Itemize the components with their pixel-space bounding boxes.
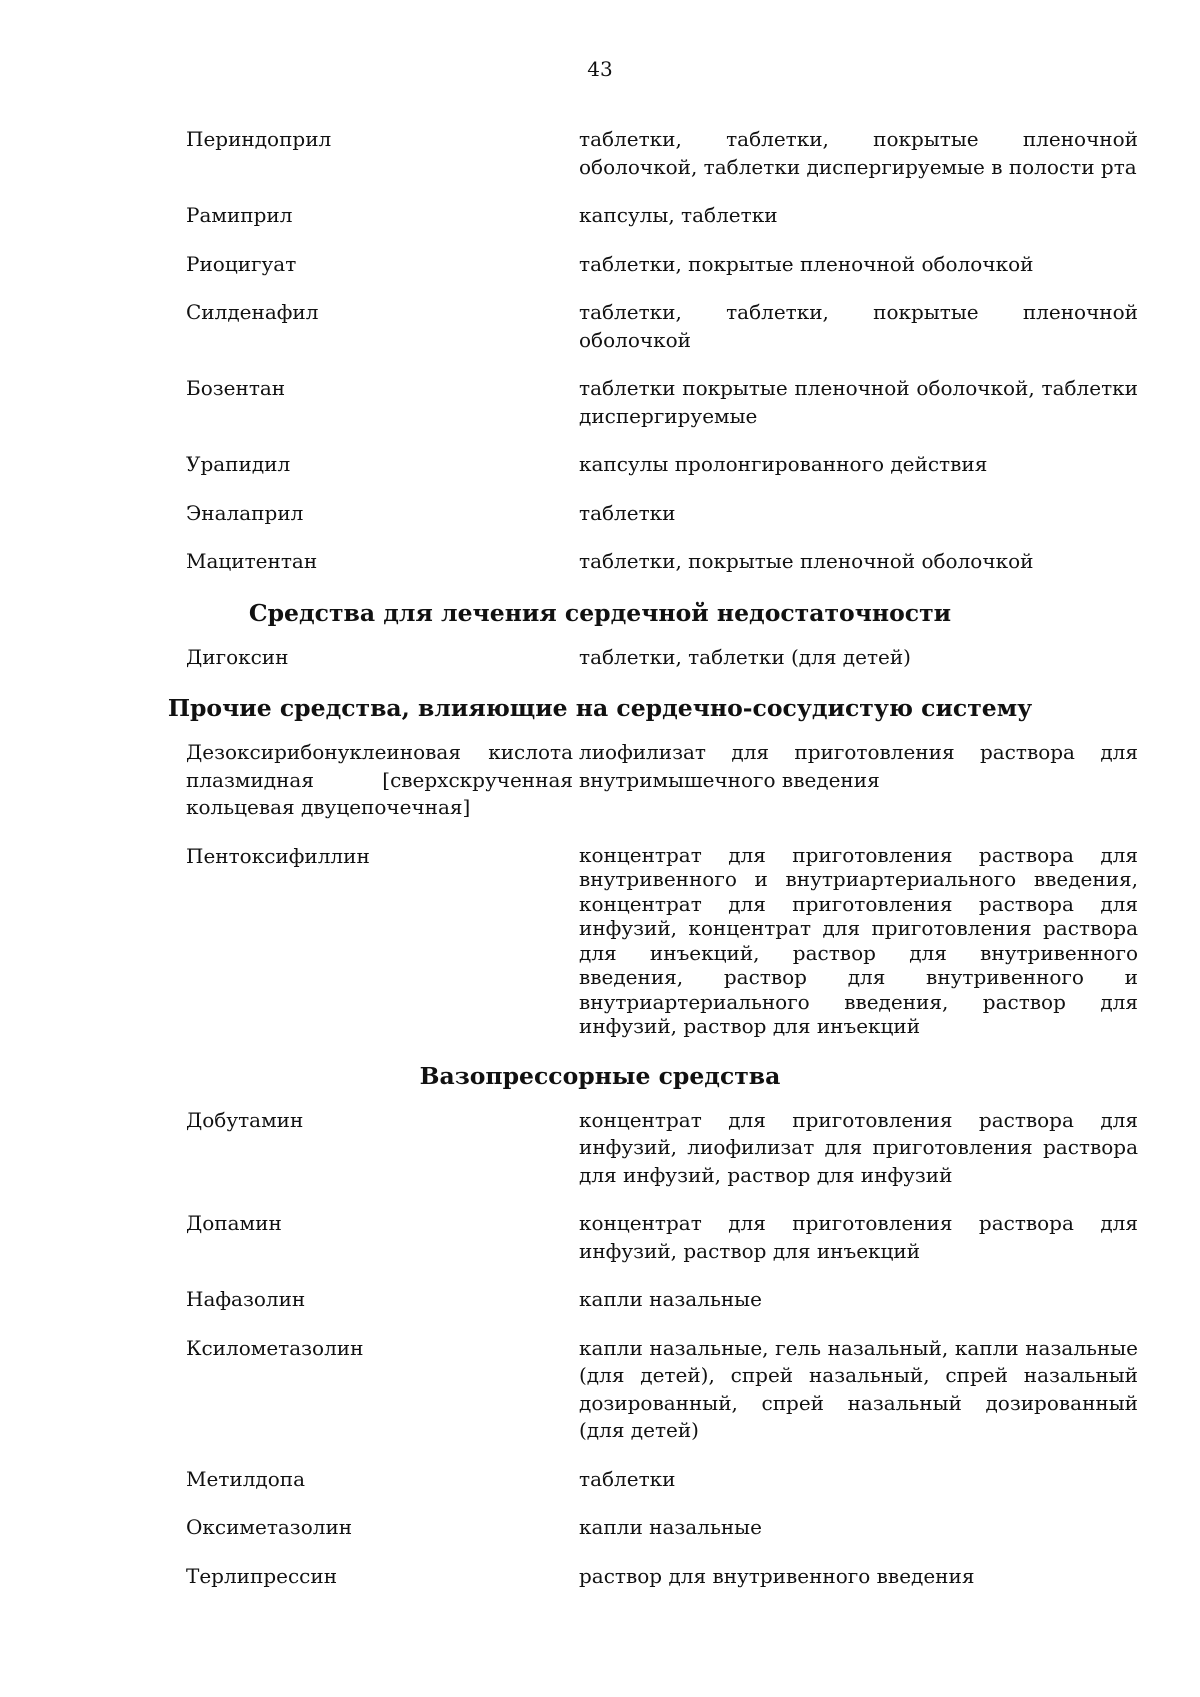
list-item: [186, 1466, 1138, 1494]
drug-name: Мацитентан: [186, 549, 318, 573]
list-item: [186, 548, 1138, 576]
dosage-form: таблетки, покрытые пленочной оболочкой: [579, 251, 1034, 276]
list-item: [186, 843, 1138, 1039]
dosage-form: таблетки, таблетки, покрытые пленочной оболочкой: [579, 300, 1138, 352]
dosage-form: капсулы пролонгированного действия: [579, 452, 988, 476]
drug-name: Оксиметазолин: [186, 1515, 353, 1539]
drug-name: Метилдопа: [186, 1466, 306, 1491]
list-item: [186, 375, 1138, 430]
drug-list: [167, 126, 1138, 1590]
section-heading: Прочие средства, влияющие на сердечно-сосудистую систему: [167, 694, 1033, 722]
drug-name: Силденафил: [186, 300, 319, 324]
list-item: [186, 1335, 1138, 1445]
list-item: [186, 500, 1138, 528]
list-item: [186, 299, 1138, 354]
drug-name: Урапидил: [186, 452, 291, 476]
drug-name: Риоцигуат: [186, 251, 297, 276]
dosage-form: таблетки, таблетки (для детей): [579, 644, 911, 669]
list-item: [186, 1107, 1138, 1190]
drug-name: Эналаприл: [186, 500, 304, 525]
drug-name: Нафазолин: [186, 1287, 306, 1311]
list-item: [186, 251, 1138, 279]
list-item: [186, 1514, 1138, 1542]
list-item: [186, 126, 1138, 181]
section-heading: Вазопрессорные средства: [419, 1061, 781, 1090]
drug-name: Бозентан: [186, 376, 286, 400]
drug-name: Дезоксирибонуклеиновая кислота плазмидная [сверхскрученная кольцевая двуцепочечная]: [186, 740, 573, 819]
list-item: [186, 202, 1138, 230]
dosage-form: концентрат для приготовления раствора для инфузий, раствор для инъекций: [579, 1211, 1138, 1263]
dosage-form: таблетки, таблетки, покрытые пленочной оболочкой, таблетки диспергируемые в полости рта: [579, 127, 1138, 179]
section-heading: Средства для лечения сердечной недостаточности: [248, 598, 952, 627]
dosage-form: раствор для внутривенного введения: [579, 1563, 975, 1588]
dosage-form: капли назальные, гель назальный, капли назальные (для детей), спрей назальный, спрей назальный дозированный, спрей назальный дозированный (для детей): [579, 1335, 1138, 1442]
list-item: [186, 451, 1138, 479]
drug-name: Допамин: [186, 1211, 282, 1235]
dosage-form: таблетки: [579, 1466, 676, 1491]
dosage-form: таблетки: [579, 500, 676, 525]
drug-name: Добутамин: [186, 1107, 304, 1132]
dosage-form: капсулы, таблетки: [579, 203, 778, 227]
drug-name: Периндоприл: [186, 127, 332, 151]
dosage-form: таблетки покрытые пленочной оболочкой, таблетки диспергируемые: [579, 376, 1138, 428]
list-item: [186, 1286, 1138, 1314]
drug-name: Ксилометазолин: [186, 1335, 364, 1360]
list-item: [186, 1210, 1138, 1265]
page-number: 43: [587, 57, 613, 81]
dosage-form: капли назальные: [579, 1515, 762, 1539]
drug-name: Дигоксин: [186, 644, 289, 669]
drug-name: Пентоксифиллин: [186, 843, 370, 868]
dosage-form: концентрат для приготовления раствора для инфузий, лиофилизат для приготовления раствора для инфузий, раствор для инфузий: [579, 1107, 1138, 1187]
list-item: [186, 644, 1138, 672]
list-item: [186, 1563, 1138, 1591]
dosage-form: таблетки, покрытые пленочной оболочкой: [579, 549, 1034, 573]
drug-name: Рамиприл: [186, 203, 293, 227]
dosage-form: лиофилизат для приготовления раствора для внутримышечного введения: [579, 740, 1138, 792]
dosage-form: концентрат для приготовления раствора для внутривенного и внутриартериального введения, концентрат для приготовления раствора для инфузий, концентрат для приготовления раствора для инъекций, раствор для внутривенного введения, раствор для внутривенного и внутриартериального введения, раствор для инфузий, раствор для инъекций: [579, 842, 1138, 1038]
dosage-form: капли назальные: [579, 1287, 762, 1311]
drug-name: Терлипрессин: [186, 1563, 338, 1588]
list-item: [186, 739, 1138, 822]
